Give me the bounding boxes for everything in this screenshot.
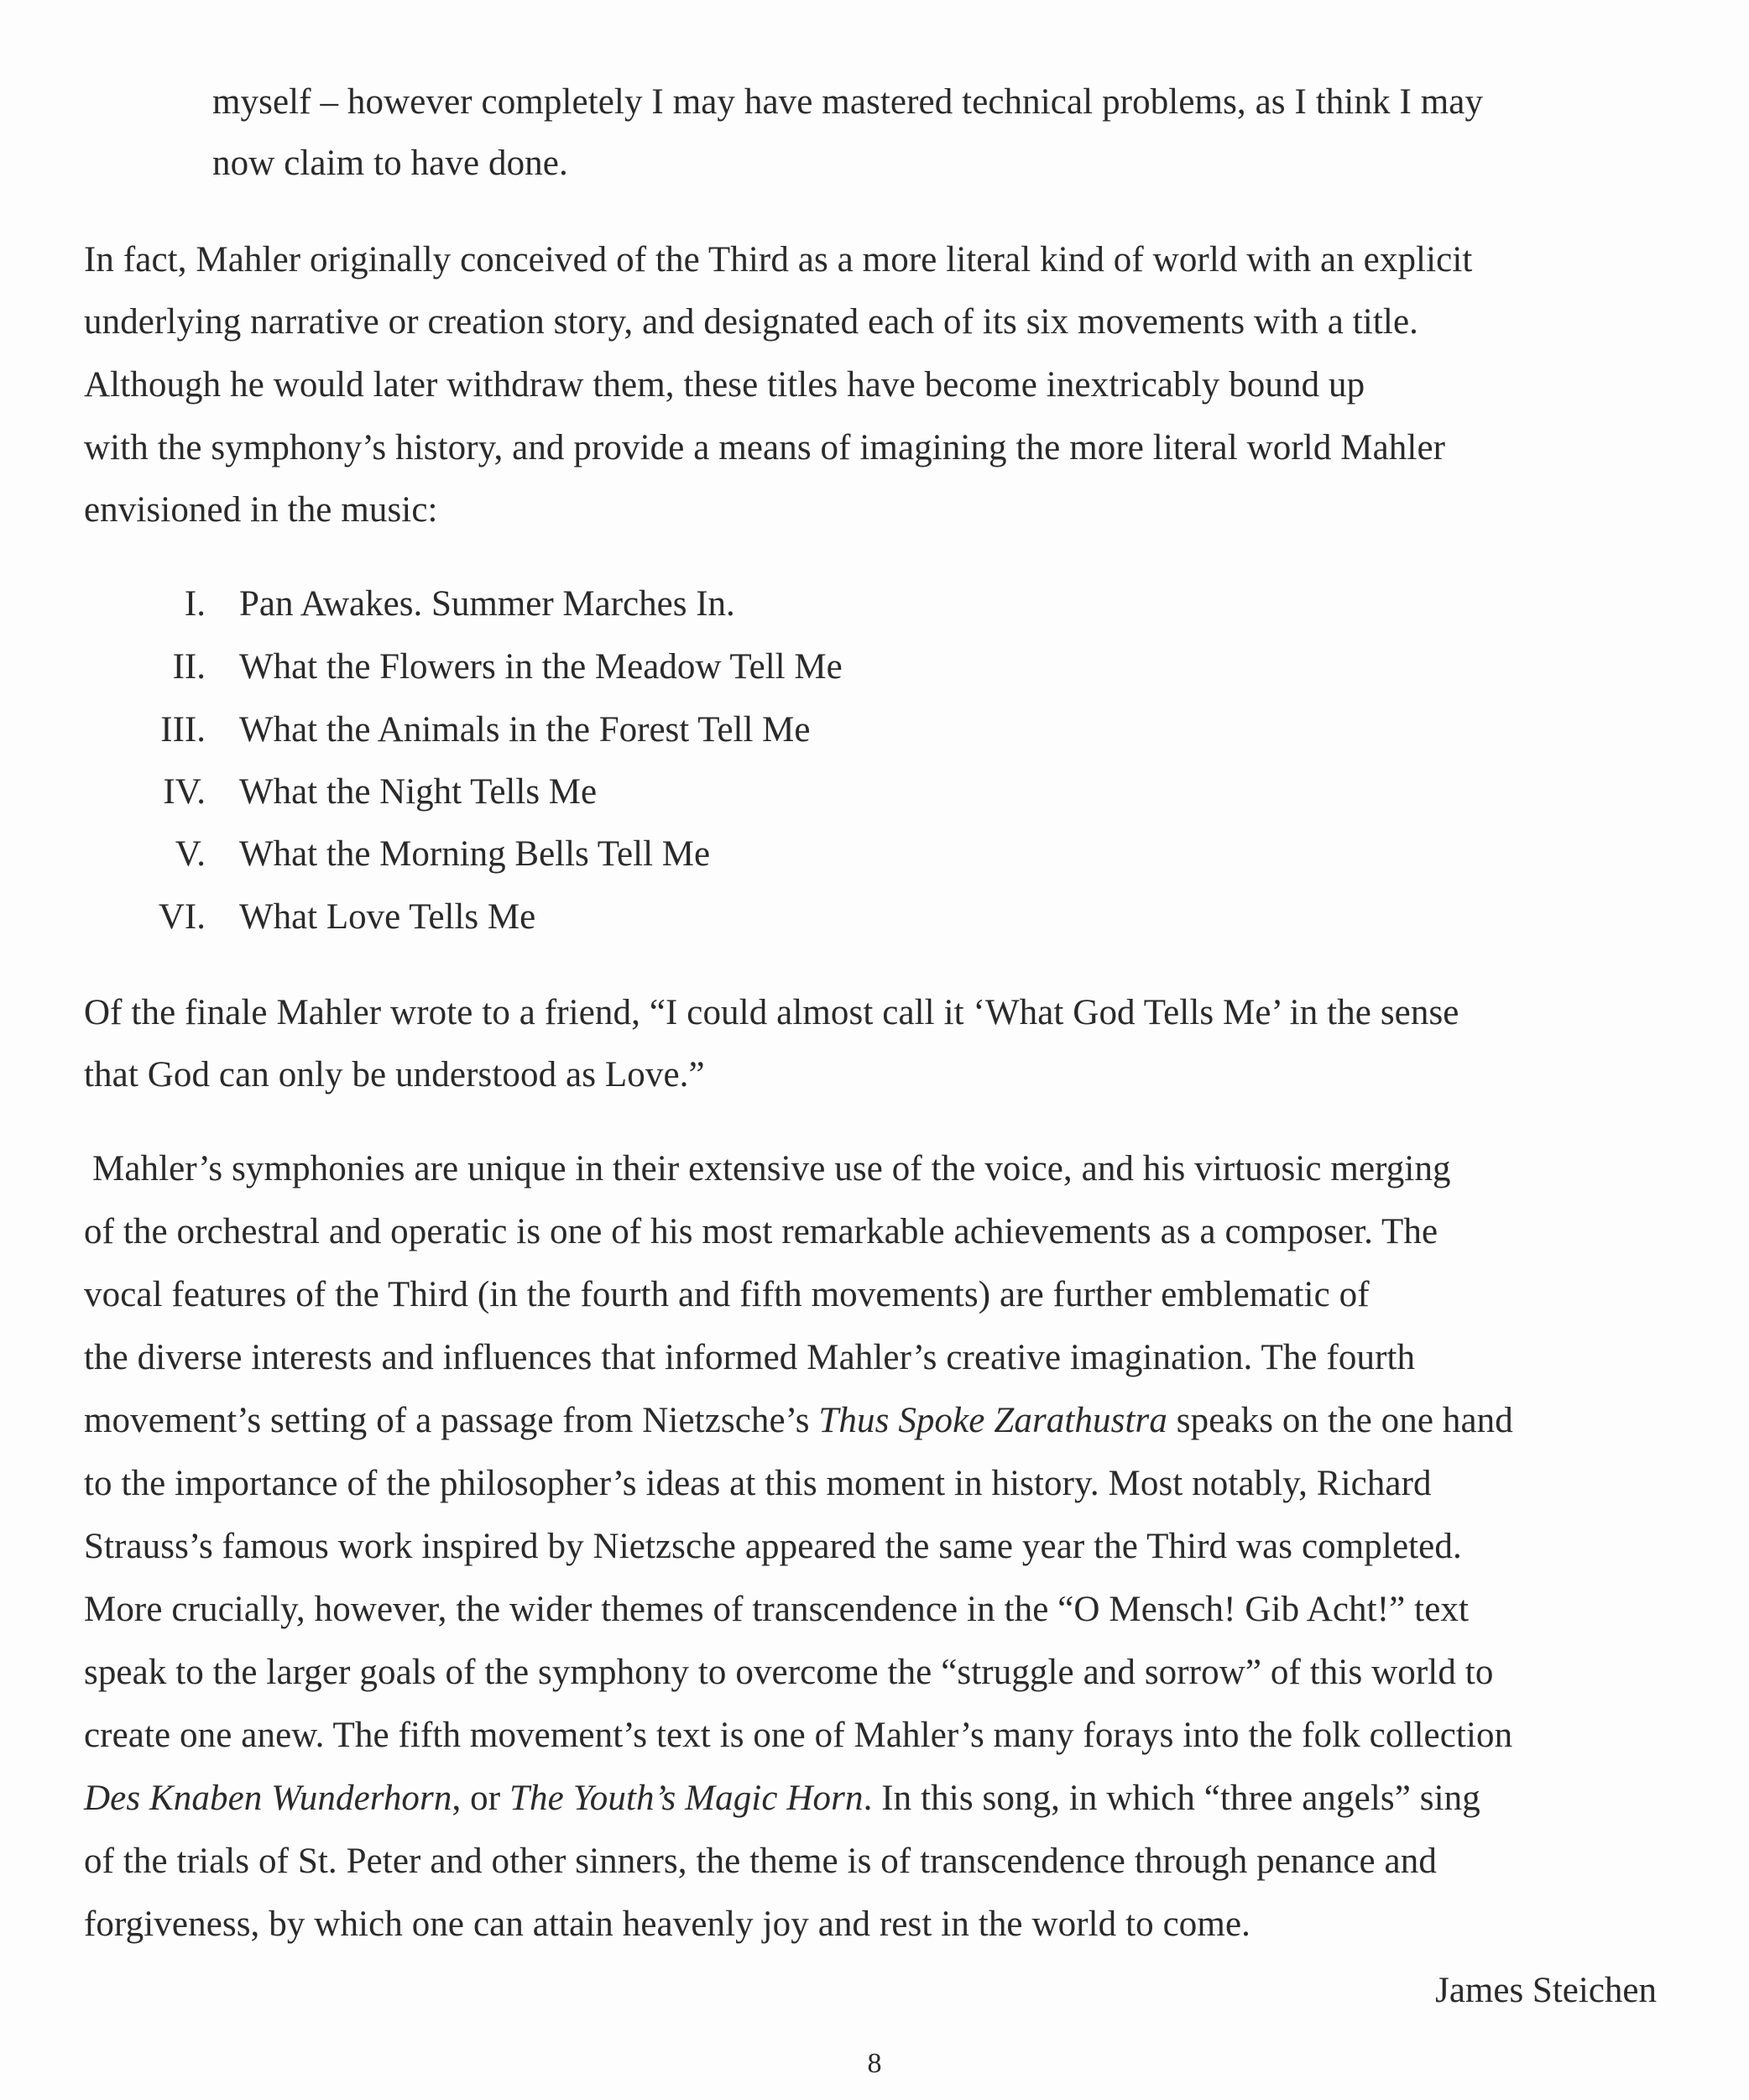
work-title: Thus Spoke Zarathustra [818, 1401, 1167, 1440]
paragraph-line: of the trials of St. Peter and other sinners, the theme is of transcendence through penance and [84, 1841, 1437, 1881]
movement-numeral: II. [172, 647, 206, 687]
quote-line: now claim to have done. [212, 144, 568, 183]
movement-title: What the Night Tells Me [239, 772, 598, 812]
work-title: Des Knaben Wunderhorn [84, 1779, 452, 1818]
movement-numeral: VI. [158, 897, 206, 937]
paragraph-line: vocal features of the Third (in the fourth and fifth movements) are further emblematic of [84, 1275, 1370, 1314]
paragraph-line: Of the finale Mahler wrote to a friend, “I could almost call it ‘What God Tells Me’ in the sense [84, 993, 1459, 1032]
movement-title: Pan Awakes. Summer Marches In. [239, 584, 735, 624]
text-run: movement’s setting of a passage from Nietzsche’s [84, 1401, 819, 1440]
movement-numeral: IV. [163, 772, 206, 812]
paragraph-line: with the symphony’s history, and provide a means of imagining the more literal world Mahler [84, 428, 1446, 468]
author-signature: James Steichen [1435, 1971, 1657, 2010]
movement-title: What the Animals in the Forest Tell Me [239, 710, 811, 750]
paragraph-line: that God can only be understood as Love.” [84, 1055, 705, 1094]
paragraph-line: More crucially, however, the wider themes of transcendence in the “O Mensch! Gib Acht!” text [84, 1590, 1470, 1629]
movement-numeral: I. [184, 584, 206, 624]
quote-line: myself – however completely I may have mastered technical problems, as I think I may [212, 82, 1484, 122]
paragraph-line: of the orchestral and operatic is one of his most remarkable achievements as a composer. The [84, 1212, 1438, 1251]
paragraph-line: the diverse interests and influences that informed Mahler’s creative imagination. The fourth [84, 1338, 1416, 1377]
paragraph-line: to the importance of the philosopher’s ideas at this moment in history. Most notably, Richard [84, 1464, 1432, 1503]
paragraph-line: envisioned in the music: [84, 490, 438, 530]
movement-title: What Love Tells Me [239, 897, 536, 937]
work-title: The Youth’s Magic Horn [509, 1779, 864, 1818]
paragraph-line: Mahler’s symphonies are unique in their extensive use of the voice, and his virtuosic merging [92, 1149, 1451, 1188]
paragraph-line: underlying narrative or creation story, and designated each of its six movements with a title. [84, 302, 1418, 342]
text-run: , or [452, 1779, 510, 1818]
paragraph-line: In fact, Mahler originally conceived of the Third as a more literal kind of world with an explicit [84, 240, 1473, 279]
paragraph-line: forgiveness, by which one can attain heavenly joy and rest in the world to come. [84, 1904, 1250, 1944]
text-run: . In this song, in which “three angels” sing [863, 1779, 1480, 1818]
movement-title: What the Flowers in the Meadow Tell Me [239, 647, 843, 687]
paragraph-line: Although he would later withdraw them, these titles have become inextricably bound up [84, 365, 1365, 405]
paragraph-line: speak to the larger goals of the symphony to overcome the “struggle and sorrow” of this world to [84, 1653, 1494, 1692]
page-number: 8 [867, 2048, 882, 2079]
movement-numeral: III. [160, 710, 206, 750]
paragraph-line: create one anew. The fifth movement’s text is one of Mahler’s many forays into the folk collection [84, 1716, 1513, 1755]
text-run: speaks on the one hand [1167, 1401, 1513, 1440]
paragraph-line: Strauss’s famous work inspired by Nietzsche appeared the same year the Third was completed. [84, 1527, 1462, 1566]
paragraph-line [84, 1780, 1480, 1816]
movement-title: What the Morning Bells Tell Me [239, 834, 711, 874]
movement-numeral: V. [175, 834, 206, 874]
paragraph-line [84, 1403, 1513, 1439]
